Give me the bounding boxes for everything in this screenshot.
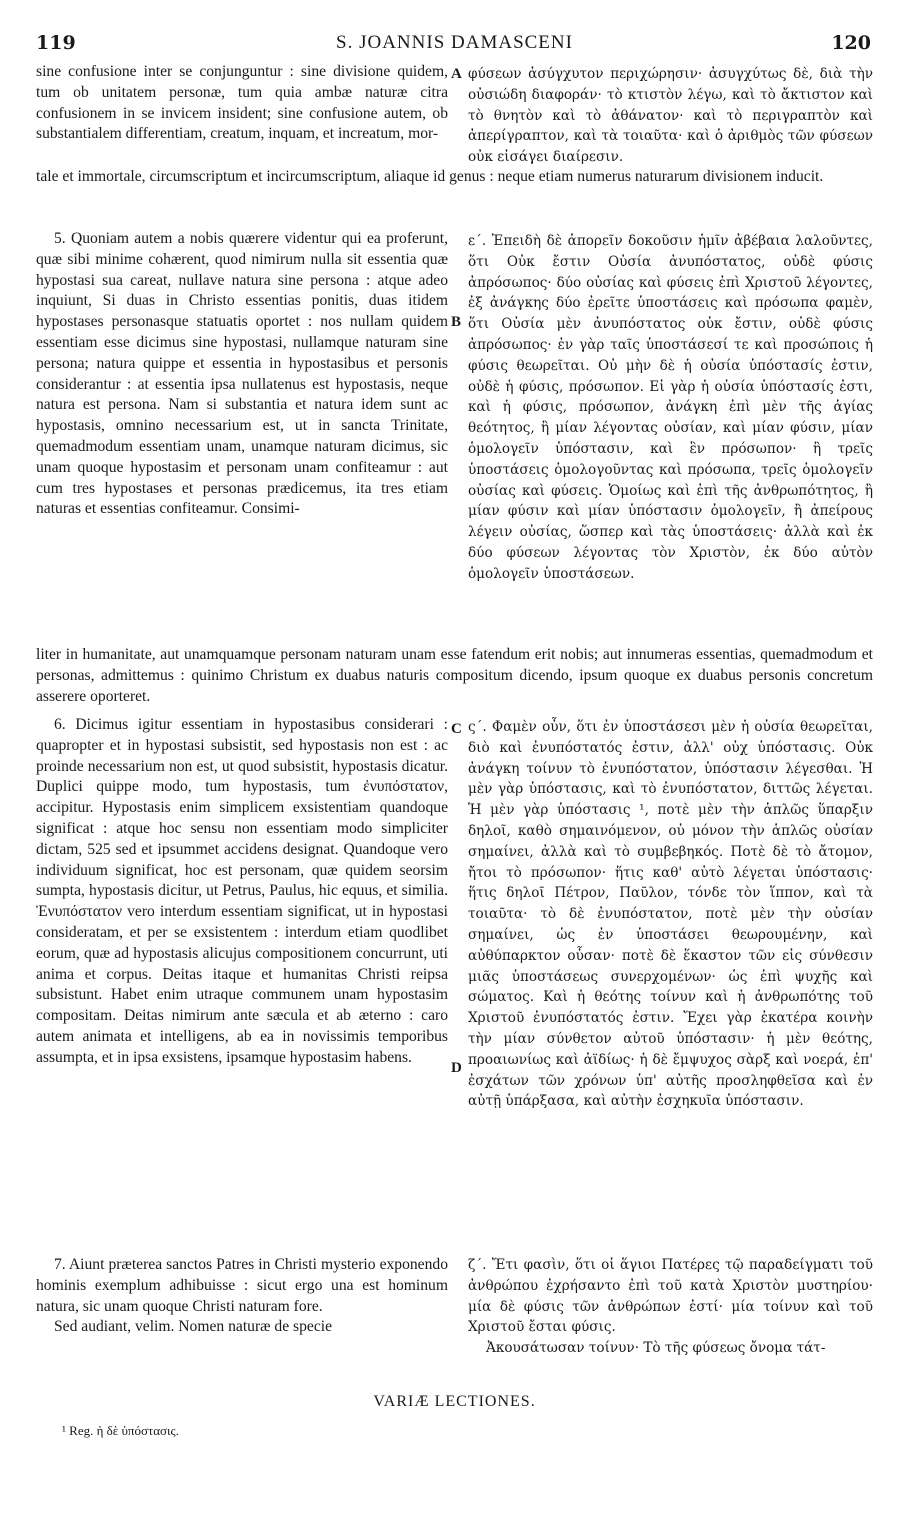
sec6-latin: 6. Dicimus igitur essentiam in hypostasibus considerari : quapropter et in hypostasi subsistit, sed hypostasis non est : ac proinde necessarium non est, ut quod subsistit, hypostasis dicatur. Duplici quippe modo, tum hypostasis, tum ἐνυπόστατον, accipitur. Hypostasis enim simplicem exsistentiam quandoque significat : atque hoc sensu non essentiam modo simpliciter dictam, 525 sed et ipsummet accidens designat. Quandoque vero individuum significat, hoc est personam, quæ quidem seorsim sumpta, hypostasis dicitur, ut Petrus, Paulus, hic equus, et similia. Ἐνυπόστατον vero interdum essentiam significat, ut in hypostasi consideratam, et per se exsistentem : interdum etiam quodlibet eorum, quæ ad hypostasis alicujus compositionem concurrunt, uti anima et corpus. Deitas itaque et humanitas Christi reipsa subsistunt. Habet enim utraque communem unam hypostasim compositam. Deitas nimirum ante sæcula et ab æterno : caro autem animata et intelligens, ab ea in novissimis temporibus assumpta, et in ipsa exsistens, ipsamque hypostasim habens. — [36, 716, 448, 1066]
sec7-greek: ζ΄. Ἔτι φασὶν, ὅτι οἱ ἅγιοι Πατέρες τῷ παραδείγματι τοῦ ἀνθρώπου ἐχρήσαντο ἐπὶ τοῦ κατὰ Χριστὸν μυστηρίου· μία δὲ φύσις τῶν ἀνθρώπων ἐστί· μία τοίνυν καὶ τοῦ Χριστοῦ ἔσται φύσις. Ἀκουσάτωσαν τοίνυν· Τὸ τῆς φύσεως ὄνομα τάτ- — [468, 1257, 873, 1357]
sec5-latin: 5. Quoniam autem a nobis quærere videntur qui ea proferunt, quæ sibi minime cohærent, quod nimirum nulla sit essentia quæ hypostasi sua careat, nullave natura sine persona : atque adeo inquiunt, Si duas in Christo essentias ponitis, duas itidem hypostases personasque statuatis oportet : nos nullam quidem essentiam esse dicimus sine hypostasi, nullamque naturam sine persona; natura quippe et essentia in hypostasibus et personis considerantur : at essentia ipsa nullatenus est hypostasis, neque natura est persona. Nam si substantia et natura idem sunt ac hypostasis, omnino necessarium est, ut in sancta Trinitate, quemadmodum essentiam unam, unamque naturam dicimus, sic unam quoque hypostasim et personam unam confiteamur : aut cum tres hypostases et personas prædicemus, ita tres etiam naturas et essentias confiteamur. Consimi- — [36, 230, 448, 518]
sec6-greek: ς΄. Φαμὲν οὖν, ὅτι ἐν ὑποστάσεσι μὲν ἡ οὐσία θεωρεῖται, διὸ καὶ ἐνυπόστατός ἐστιν, ἀλλ' οὐχ ὑπόστασις. Οὐκ ἀνάγκη τοίνυν τὸ ἐνυπόστατον, ὑπόστασιν λέγεσθαι. Ἡ μὲν γὰρ ὑπόστασις, καὶ τὸ ἐνυπόστατον, διττῶς λέγεται. Ἡ μὲν γὰρ ὑπόστασις ¹, ποτὲ μὲν τὴν ἁπλῶς ὕπαρξιν δηλοῖ, καθὸ σημαινόμενον, οὐ μόνον τὴν ἁπλῶς οὐσίαν σημαίνει, ἀλλὰ καὶ τὸ συμβεβηκός. Ποτὲ δὲ τὸ ἄτομον, ἤτοι τὸ πρόσωπον· ἥτις καθ' αὑτὸ λέγεται ὑπόστασις· ἥτις δηλοῖ Πέτρον, Παῦλον, τόνδε τὸν ἵππον, καὶ τὰ τοιαῦτα· τὸ δὲ ἐνυπόστατον, ποτὲ μὲν τὴν οὐσίαν σημαίνει, ὡς ἐν ὑποστάσει θεωρουμένην, καὶ αὐθύπαρκτον οὖσαν· ποτὲ δὲ ἕκαστον τῶν εἰς σύνθεσιν μιᾶς ὑποστάσεως συνερχομένων· ὡς ἐπὶ ψυχῆς καὶ σώματος. Καὶ ἡ θεότης τοίνυν καὶ ἡ ἀνθρωπότης τοῦ Χριστοῦ ἐνυπόστατός ἐστιν. Ἔχει γὰρ ἑκατέρα κοινὴν τὴν μίαν σύνθετον αὐτοῦ ὑπόστασιν· ἡ μὲν θεότης, προαιωνίως καὶ ἀϊδίως· ἡ δὲ ἔμψυχος σὰρξ καὶ νοερά, ἐπ' ἐσχάτων τῶν χρόνων ὑπ' αὐτῆς προσληφθεῖσα καὶ ἐν αὐτῇ ὑπάρξασα, καὶ αὐτὴν ἐσχηκυῖα ὑπόστασιν. — [468, 719, 873, 1110]
running-title: S. JOANNIS DAMASCENI — [336, 32, 573, 53]
margin-mark-b: B — [451, 314, 462, 330]
variae-lectiones-heading: VARIÆ LECTIONES. — [373, 1393, 536, 1410]
sec5-full-width: liter in humanitate, aut unamquamque personam naturam unam esse fatendum erit nobis; aut innumeras essentias, quemadmodum et personas, admittemus : quinimo Christum ex duabus naturis compositum dicendo, ipsum quoque ex duabus personis concretum asserere oporteret. — [36, 646, 873, 705]
sec7-latin: 7. Aiunt præterea sanctos Patres in Christi mysterio exponendo hominis exemplum adhibuisse : sicut ergo una est hominum natura, sic unam quoque Christi naturam fore. Sed audiant, velim. Nomen naturæ de specie — [36, 1256, 448, 1336]
sec5-greek: ε΄. Ἐπειδὴ δὲ ἀπορεῖν δοκοῦσιν ἡμῖν ἀβέβαια λαλοῦντες, ὅτι Οὐκ ἔστιν Οὐσία ἀνυπόστατος, οὐδὲ φύσις ἀπρόσωπος· δύο οὐσίας καὶ φύσεις ἐπὶ Χριστοῦ λέγοντες, ἐξ ἀνάγκης δύο ἐρεῖτε ὑποστάσεις καὶ πρόσωπα φαμὲν, ὅτι Οὐσία μὲν ἀνυπόστατος οὐκ ἔστιν, οὐδὲ φύσις ἀπρόσωπος· ἐν γὰρ ταῖς ὑποστάσεσί τε καὶ προσώποις ἡ φύσις θεωρεῖται. Οὐ μὴν δὲ ἡ οὐσία ὑπόστασίς ἐστιν, οὐδὲ ἡ φύσις, πρόσωπον. Εἰ γὰρ ἡ οὐσία ὑπόστασίς ἐστι, καὶ ἡ φύσις, πρόσωπον, ἀνάγκη ἐπὶ μὲν τῆς ἁγίας θεότητος, ἢ μίαν λέγοντας οὐσίαν, καὶ μίαν φύσιν, μίαν ὁμολογεῖν ὑπόστασιν, καὶ ἓν πρόσωπον· ἢ τρεῖς ὑποστάσεις ὁμολογοῦντας καὶ πρόσωπα, τρεῖς ὁμολογεῖν οὐσίας καὶ φύσεις. Ὁμοίως καὶ ἐπὶ τῆς ἀνθρωπότητος, ἢ μίαν φύσιν καὶ μίαν ὑπόστασιν ὁμολογεῖν, ἢ ἀπείρους λέγειν οὐσίας, ὥσπερ καὶ τὰς ὑποστάσεις· ἀλλὰ καὶ ἐκ δύο φύσεων λέγοντας τὸν Χριστὸν, ἐκ δύο αὐτὸν ὁμολογεῖν ὑποστάσεων. — [468, 233, 873, 582]
margin-mark-c: C — [451, 721, 462, 737]
margin-mark-a: A — [451, 66, 462, 82]
margin-mark-d: D — [451, 1060, 462, 1076]
footnote: ¹ Reg. ἡ δὲ ὑπόστασις. — [62, 1423, 179, 1438]
sec4-full-width: tale et immortale, circumscriptum et incircumscriptum, aliaque id genus : neque etiam numerus naturarum divisionem inducit. — [36, 168, 824, 185]
page-number-left: 119 — [36, 32, 76, 54]
sec4-latin: sine confusione inter se conjunguntur : sine divisione quidem, tum ob unitatem personæ, tum quia ambæ naturæ citra confusionem in se invicem insident; sine confusione autem, ob substantialem differentiam, creatum, inquam, et increatum, mor- — [36, 63, 448, 143]
page-number-right: 120 — [831, 32, 871, 54]
sec4-greek: φύσεων ἀσύγχυτον περιχώρησιν· ἀσυγχύτως δὲ, διὰ τὴν οὐσιώδη διαφοράν· τὸ κτιστὸν λέγω, καὶ τὸ ἄκτιστον καὶ τὸ θνητὸν καὶ τὸ ἀθάνατον· καὶ τὸ περιγραπτὸν καὶ ἀπερίγραπτον, καὶ τὰ τοιαῦτα· καὶ ὁ ἀριθμὸς τῶν φύσεων οὐκ εἰσάγει διαίρεσιν. — [468, 66, 873, 166]
